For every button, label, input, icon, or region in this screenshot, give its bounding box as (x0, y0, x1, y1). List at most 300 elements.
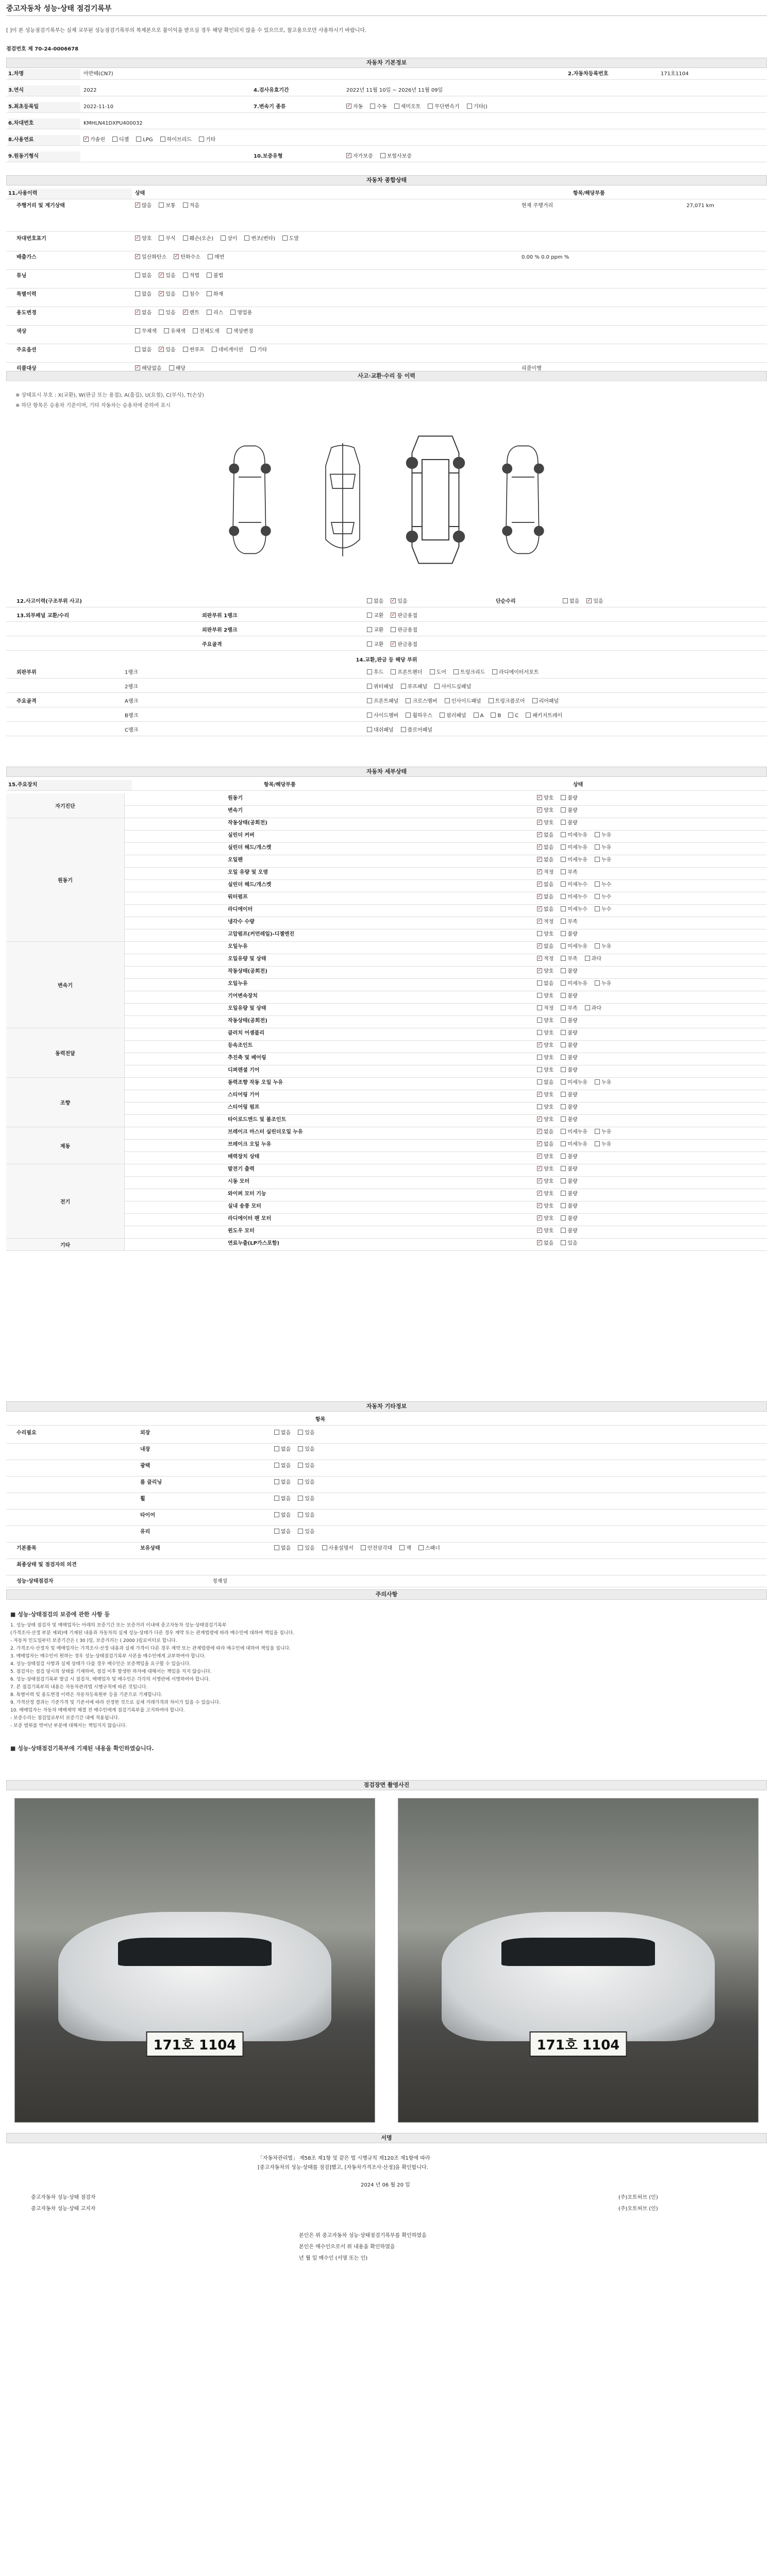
checkbox-icon[interactable] (537, 1141, 542, 1146)
checkbox-icon[interactable] (159, 273, 164, 278)
checkbox-icon[interactable] (380, 153, 385, 158)
checkbox-icon[interactable] (160, 137, 165, 142)
checkbox-label: 누수 (601, 882, 612, 888)
checkbox-icon[interactable] (561, 1178, 566, 1183)
part-label: 클러치 어셈블리 (228, 1030, 265, 1036)
checkbox-icon[interactable] (561, 919, 566, 924)
field-label (254, 69, 341, 79)
checkbox-icon[interactable] (453, 669, 459, 674)
checkbox-icon[interactable] (227, 328, 232, 333)
part-status (537, 818, 764, 828)
checkbox-option (298, 1544, 314, 1554)
checkbox-label: 자동 (353, 104, 363, 110)
checkbox-icon[interactable] (537, 1092, 542, 1097)
checkbox-icon[interactable] (183, 235, 188, 241)
checkbox-icon[interactable] (159, 310, 164, 315)
other-row (6, 1560, 767, 1575)
row-options (367, 625, 522, 636)
checkbox-icon[interactable] (537, 1215, 542, 1221)
checkbox-label: 침수 (189, 292, 199, 297)
checkbox-icon[interactable] (159, 347, 164, 352)
checkbox-icon[interactable] (361, 1545, 366, 1550)
checkbox-icon[interactable] (298, 1446, 303, 1451)
checkbox-icon[interactable] (537, 1079, 542, 1084)
checkbox-icon[interactable] (561, 931, 566, 936)
row-label: 12.사고이력(구조부위 사고) (16, 599, 82, 604)
signer-label: 중고자동차 성능·상태 점검자 (31, 2195, 96, 2200)
part-label: 라디에이터 (228, 907, 253, 912)
checkbox-label: 많음 (142, 203, 152, 209)
row-label: 13.외부패널 교환/수리 (16, 613, 70, 619)
checkbox-icon[interactable] (159, 235, 164, 241)
checkbox-icon[interactable] (367, 698, 372, 703)
checkbox-icon[interactable] (537, 795, 542, 800)
checkbox-icon[interactable] (83, 137, 89, 142)
checkbox-icon[interactable] (274, 1446, 279, 1451)
checkbox-icon[interactable] (207, 273, 212, 278)
checkbox-icon[interactable] (221, 235, 226, 241)
checkbox-icon[interactable] (561, 807, 566, 812)
part-status (537, 843, 764, 853)
checkbox-icon[interactable] (537, 1240, 542, 1245)
detail-row (125, 1053, 767, 1065)
checkbox-icon[interactable] (537, 869, 542, 874)
checkbox-icon[interactable] (561, 980, 566, 986)
checkbox-label: 있음 (165, 292, 176, 297)
checkbox-label: 과다 (591, 956, 601, 962)
checkbox-label: 일산화탄소 (142, 255, 167, 260)
checkbox-label: 없음 (544, 944, 554, 950)
checkbox-icon[interactable] (394, 104, 399, 109)
checkbox-icon[interactable] (561, 1104, 566, 1109)
row-sublabel: 룸 클리닝 (140, 1480, 162, 1485)
signer-label: 중고자동차 성능·상태 고지자 (31, 2206, 96, 2212)
checkbox-icon[interactable] (537, 1104, 542, 1109)
checkbox-option (207, 290, 223, 300)
checkbox-icon[interactable] (561, 1240, 566, 1245)
checkbox-icon[interactable] (537, 980, 542, 986)
checkbox-icon[interactable] (537, 807, 542, 812)
part-label: 타이로드엔드 및 볼조인트 (228, 1117, 287, 1123)
checkbox-icon[interactable] (474, 713, 479, 718)
checkbox-icon[interactable] (537, 1178, 542, 1183)
checkbox-icon[interactable] (561, 906, 566, 911)
checkbox-label: 양호 (544, 1067, 554, 1073)
checkbox-icon[interactable] (183, 347, 188, 352)
checkbox-icon[interactable] (537, 956, 542, 961)
checkbox-icon[interactable] (208, 254, 213, 259)
checkbox-icon[interactable] (207, 310, 212, 315)
checkbox-icon[interactable] (561, 869, 566, 874)
row-label (16, 1527, 130, 1537)
checkbox-icon[interactable] (135, 291, 140, 296)
checkbox-icon[interactable] (159, 202, 164, 208)
checkbox-icon[interactable] (346, 153, 351, 158)
checkbox-icon[interactable] (561, 1228, 566, 1233)
row-sublabel: 1랭크 (125, 670, 138, 675)
checkbox-icon[interactable] (367, 641, 372, 647)
detail-row (125, 1004, 767, 1016)
checkbox-icon[interactable] (537, 1005, 542, 1010)
car-window (118, 1938, 271, 1966)
checkbox-label: 없음 (544, 981, 554, 987)
checkbox-option (561, 1053, 577, 1063)
checkbox-icon[interactable] (561, 1166, 566, 1171)
checkbox-icon[interactable] (298, 1529, 303, 1534)
part-label: 오일팬 (228, 857, 243, 863)
checkbox-option (585, 954, 601, 964)
part-label: 원동기 (228, 795, 243, 801)
checkbox-icon[interactable] (164, 328, 169, 333)
checkbox-icon[interactable] (561, 956, 566, 961)
checkbox-icon[interactable] (135, 328, 140, 333)
checkbox-icon[interactable] (537, 906, 542, 911)
checkbox-option (112, 135, 129, 145)
checkbox-icon[interactable] (537, 820, 542, 825)
checkbox-icon[interactable] (537, 894, 542, 899)
checkbox-icon[interactable] (537, 1228, 542, 1233)
checkbox-icon[interactable] (430, 669, 435, 674)
checkbox-icon[interactable] (537, 1154, 542, 1159)
checkbox-icon[interactable] (230, 310, 236, 315)
checkbox-icon[interactable] (418, 1545, 424, 1550)
checkbox-icon[interactable] (212, 347, 217, 352)
checkbox-label: 누유 (601, 1080, 612, 1086)
checkbox-option (508, 711, 518, 721)
checkbox-icon[interactable] (489, 698, 494, 703)
checkbox-icon[interactable] (159, 291, 164, 296)
panel-head: 14.교환,판금 등 해당 부위 (356, 657, 417, 663)
checkbox-icon[interactable] (595, 844, 600, 850)
checkbox-option (537, 917, 553, 927)
note-line: 1. 성능·상태 점검자 및 매매업자는 아래의 보증기간 또는 보증거리 이내에 중고자동차 성능·상태점검기록부 (10, 1623, 227, 1628)
note-line: - 보증 범위를 벗어난 부분에 대해서는 책임지지 않습니다. (10, 1723, 127, 1728)
field-value (346, 135, 563, 145)
checkbox-option (274, 1428, 291, 1438)
checkbox-icon[interactable] (537, 1067, 542, 1072)
note-line: 6. 성능·상태점검기록부 발급 시 점검자, 매매업자 및 매수인은 각각의 서명란에 서명하여야 합니다. (10, 1677, 210, 1682)
checkbox-icon[interactable] (440, 713, 445, 718)
checkbox-icon[interactable] (428, 104, 433, 109)
checkbox-icon[interactable] (563, 598, 568, 603)
row-label: 특별이력 (16, 292, 37, 297)
checkbox-icon[interactable] (112, 137, 117, 142)
part-label: 동력조향 작동 오일 누유 (228, 1080, 283, 1086)
checkbox-option (537, 1041, 553, 1051)
checkbox-icon[interactable] (391, 669, 396, 674)
checkbox-icon[interactable] (537, 832, 542, 837)
checkbox-option (561, 1065, 577, 1076)
checkbox-icon[interactable] (561, 1079, 566, 1084)
checkbox-label: 판금용접 (397, 613, 417, 619)
checkbox-option (135, 201, 152, 211)
checkbox-icon[interactable] (537, 1018, 542, 1023)
row-note (522, 271, 676, 281)
checkbox-icon[interactable] (561, 1203, 566, 1208)
basic-row (6, 69, 767, 80)
checkbox-icon[interactable] (207, 291, 212, 296)
checkbox-icon[interactable] (561, 1005, 566, 1010)
part-label: 윈도우 모터 (228, 1228, 255, 1234)
checkbox-icon[interactable] (537, 943, 542, 948)
checkbox-icon[interactable] (537, 1166, 542, 1171)
checkbox-icon[interactable] (406, 713, 411, 718)
checkbox-option (561, 1140, 587, 1150)
field-value (346, 118, 563, 129)
inspector-row (6, 1577, 767, 1587)
part-label: 워터펌프 (228, 894, 248, 900)
checkbox-icon[interactable] (434, 684, 440, 689)
checkbox-icon[interactable] (492, 669, 497, 674)
checkbox-icon[interactable] (537, 1042, 542, 1047)
checkbox-label: 부족 (567, 870, 578, 875)
checkbox-option (367, 725, 394, 736)
checkbox-option (537, 1164, 553, 1175)
checkbox-icon[interactable] (526, 713, 531, 718)
part-label: 기어변속장치 (228, 993, 258, 999)
checkbox-label: 인사이드패널 (451, 699, 481, 704)
legend-line-2: ※ 하단 항목은 승용차 기준이며, 기타 자동차는 승용차에 준하여 표시 (15, 403, 171, 409)
checkbox-icon[interactable] (193, 328, 198, 333)
checkbox-label: 과다 (591, 1006, 601, 1011)
checkbox-option (159, 234, 175, 244)
checkbox-icon[interactable] (561, 1055, 566, 1060)
checkbox-icon[interactable] (537, 882, 542, 887)
checkbox-icon[interactable] (274, 1545, 279, 1550)
panel-row (6, 697, 767, 707)
checkbox-icon[interactable] (561, 882, 566, 887)
row-sublabel: 2랭크 (125, 684, 138, 690)
checkbox-icon[interactable] (561, 1129, 566, 1134)
checkbox-icon[interactable] (595, 906, 600, 911)
checkbox-icon[interactable] (585, 1005, 590, 1010)
checkbox-option (537, 1140, 553, 1150)
field-value (661, 86, 764, 96)
checkbox-icon[interactable] (282, 235, 288, 241)
checkbox-icon[interactable] (561, 1215, 566, 1221)
checkbox-icon[interactable] (508, 713, 513, 718)
row-options (274, 1544, 738, 1554)
checkbox-icon[interactable] (367, 713, 372, 718)
checkbox-icon[interactable] (274, 1430, 279, 1435)
inspection-photo (14, 1798, 375, 2123)
checkbox-icon[interactable] (537, 1203, 542, 1208)
checkbox-icon[interactable] (136, 137, 141, 142)
checkbox-icon[interactable] (537, 857, 542, 862)
checkbox-icon[interactable] (561, 1042, 566, 1047)
detail-header (6, 780, 767, 791)
checkbox-label: 미세누수 (567, 907, 587, 912)
checkbox-icon[interactable] (244, 235, 249, 241)
checkbox-icon[interactable] (367, 598, 372, 603)
checkbox-label: 양호 (544, 1216, 554, 1222)
checkbox-icon[interactable] (561, 820, 566, 825)
checkbox-icon[interactable] (367, 613, 372, 618)
checkbox-icon[interactable] (391, 641, 396, 647)
checkbox-icon[interactable] (537, 993, 542, 998)
checkbox-label: 없음 (544, 833, 554, 838)
field-value: 2022 (83, 88, 97, 93)
checkbox-icon[interactable] (467, 104, 472, 109)
checkbox-icon[interactable] (367, 669, 372, 674)
checkbox-icon[interactable] (135, 310, 140, 315)
checkbox-icon[interactable] (135, 254, 140, 259)
detail-row (125, 868, 767, 880)
checkbox-icon[interactable] (561, 1141, 566, 1146)
checkbox-icon[interactable] (406, 698, 411, 703)
checkbox-option (595, 979, 611, 989)
checkbox-option (193, 327, 220, 337)
checkbox-option (160, 135, 192, 145)
checkbox-icon[interactable] (399, 1545, 405, 1550)
checkbox-icon[interactable] (537, 1055, 542, 1060)
part-status (537, 1177, 764, 1187)
summary-row (6, 201, 767, 232)
checkbox-icon[interactable] (595, 857, 600, 862)
checkbox-icon[interactable] (537, 1129, 542, 1134)
checkbox-icon[interactable] (298, 1496, 303, 1501)
checkbox-icon[interactable] (183, 273, 188, 278)
detail-row (125, 1177, 767, 1189)
checkbox-icon[interactable] (274, 1496, 279, 1501)
checkbox-icon[interactable] (199, 137, 204, 142)
section-damage-history: 사고·교환·수리 등 이력 (6, 371, 767, 381)
checkbox-icon[interactable] (561, 1116, 566, 1122)
checkbox-icon[interactable] (274, 1529, 279, 1534)
checkbox-icon[interactable] (274, 1479, 279, 1484)
checkbox-option (367, 697, 398, 707)
checkbox-icon[interactable] (537, 1191, 542, 1196)
checkbox-icon[interactable] (561, 832, 566, 837)
checkbox-icon[interactable] (561, 844, 566, 850)
checkbox-icon[interactable] (561, 968, 566, 973)
checkbox-icon[interactable] (595, 980, 600, 986)
top-diagram-icon (314, 433, 371, 567)
checkbox-icon[interactable] (445, 698, 450, 703)
checkbox-icon[interactable] (298, 1463, 303, 1468)
checkbox-icon[interactable] (183, 291, 188, 296)
checkbox-icon[interactable] (367, 627, 372, 632)
checkbox-icon[interactable] (183, 310, 188, 315)
checkbox-icon[interactable] (585, 956, 590, 961)
checkbox-icon[interactable] (561, 1030, 566, 1035)
notes-list (10, 1622, 294, 1730)
checkbox-option (298, 1511, 314, 1521)
checkbox-icon[interactable] (537, 1030, 542, 1035)
checkbox-icon[interactable] (595, 832, 600, 837)
checkbox-icon[interactable] (586, 598, 592, 603)
checkbox-icon[interactable] (367, 684, 372, 689)
checkbox-icon[interactable] (391, 627, 396, 632)
checkbox-icon[interactable] (595, 1141, 600, 1146)
checkbox-icon[interactable] (370, 104, 375, 109)
row-value (686, 327, 759, 337)
checkbox-label: 양호 (544, 1092, 554, 1098)
checkbox-icon[interactable] (367, 727, 372, 732)
row-label: 색상 (16, 329, 27, 334)
checkbox-icon[interactable] (391, 613, 396, 618)
checkbox-icon[interactable] (322, 1545, 327, 1550)
checkbox-icon[interactable] (135, 365, 140, 370)
panel-row (6, 725, 767, 736)
checkbox-icon[interactable] (561, 1191, 566, 1196)
checkbox-icon[interactable] (135, 347, 140, 352)
checkbox-icon[interactable] (561, 795, 566, 800)
checkbox-icon[interactable] (537, 931, 542, 936)
checkbox-icon[interactable] (532, 698, 537, 703)
part-status (537, 793, 764, 804)
checkbox-icon[interactable] (174, 254, 179, 259)
checkbox-label: 트렁크리드 (460, 670, 485, 675)
field-label (568, 86, 656, 96)
checkbox-icon[interactable] (595, 882, 600, 887)
checkbox-icon[interactable] (183, 202, 188, 208)
row-options (135, 201, 496, 211)
checkbox-icon[interactable] (298, 1430, 303, 1435)
checkbox-icon[interactable] (537, 919, 542, 924)
checkbox-icon[interactable] (537, 1116, 542, 1122)
checkbox-icon[interactable] (391, 598, 396, 603)
checkbox-icon[interactable] (595, 1129, 600, 1134)
part-label: 오일유량 및 상태 (228, 956, 266, 962)
field-label: 1.차명 (8, 69, 80, 79)
checkbox-icon[interactable] (401, 684, 406, 689)
summary-row (6, 271, 767, 289)
checkbox-icon[interactable] (561, 993, 566, 998)
checkbox-icon[interactable] (537, 968, 542, 973)
checkbox-icon[interactable] (274, 1512, 279, 1517)
checkbox-icon[interactable] (135, 235, 140, 241)
checkbox-icon[interactable] (561, 894, 566, 899)
checkbox-label: 세미오토 (400, 104, 421, 110)
field-value (661, 135, 764, 145)
checkbox-option (367, 682, 394, 692)
field-label (254, 135, 341, 145)
row-value: 27,071 km (686, 203, 714, 209)
checkbox-label: 불량 (567, 1204, 578, 1209)
checkbox-icon[interactable] (298, 1512, 303, 1517)
checkbox-icon[interactable] (561, 1067, 566, 1072)
checkbox-icon[interactable] (298, 1545, 303, 1550)
checkbox-icon[interactable] (250, 347, 256, 352)
checkbox-icon[interactable] (169, 365, 174, 370)
checkbox-icon[interactable] (346, 104, 351, 109)
checkbox-icon[interactable] (595, 943, 600, 948)
checkbox-icon[interactable] (537, 844, 542, 850)
checkbox-label: 부족 (567, 919, 578, 925)
checkbox-icon[interactable] (274, 1463, 279, 1468)
field-label: 7.변속기 종류 (254, 104, 286, 110)
checkbox-icon[interactable] (298, 1479, 303, 1484)
checkbox-icon[interactable] (595, 1079, 600, 1084)
checkbox-label: 양호 (544, 1166, 554, 1172)
field-value: KMHLN41DXPU400032 (83, 121, 143, 126)
checkbox-icon[interactable] (561, 1018, 566, 1023)
part-label: 라디에이터 팬 모터 (228, 1216, 272, 1222)
detail-row (125, 1028, 767, 1041)
checkbox-icon[interactable] (135, 273, 140, 278)
part-status (537, 892, 764, 903)
checkbox-icon[interactable] (561, 1092, 566, 1097)
checkbox-icon[interactable] (561, 1154, 566, 1159)
checkbox-icon[interactable] (561, 857, 566, 862)
checkbox-icon[interactable] (401, 727, 406, 732)
checkbox-icon[interactable] (561, 943, 566, 948)
part-status (537, 868, 764, 878)
checkbox-icon[interactable] (595, 894, 600, 899)
checkbox-icon[interactable] (135, 202, 140, 208)
checkbox-icon[interactable] (491, 713, 496, 718)
